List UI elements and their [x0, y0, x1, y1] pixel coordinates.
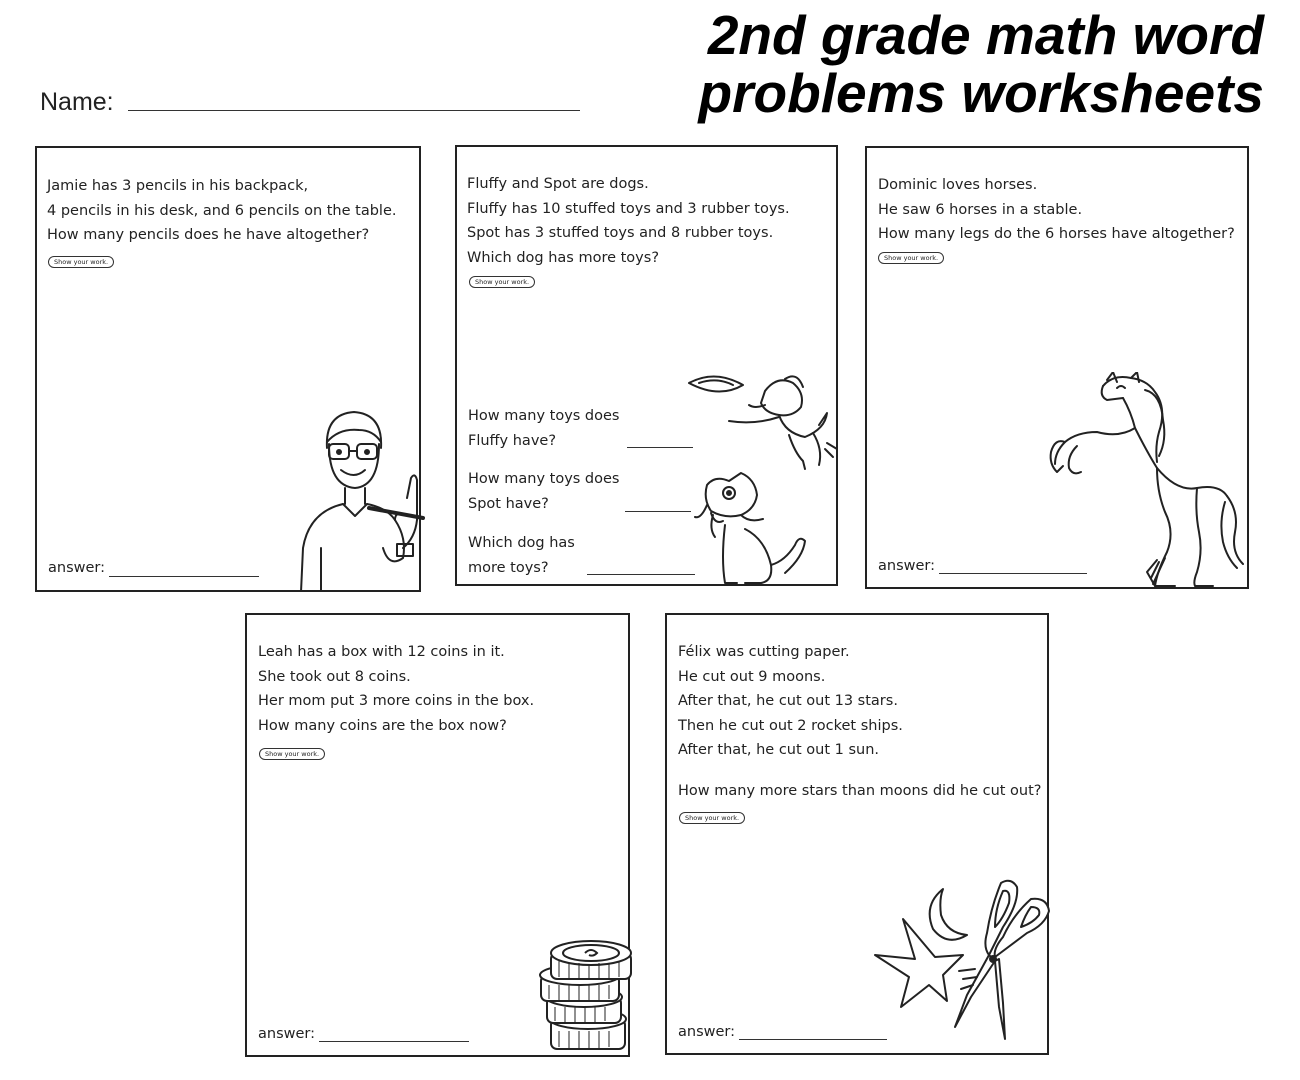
answer-line[interactable] [625, 511, 691, 512]
answer-line[interactable] [939, 573, 1087, 574]
problem-line: Fluffy and Spot are dogs. [467, 176, 649, 192]
problem-line: Spot has 3 stuffed toys and 8 rubber toys. [467, 225, 774, 241]
answer-label: answer: [258, 1026, 316, 1042]
sub-question-line: more toys? [468, 559, 549, 576]
problem-line: Then he cut out 2 rocket ships. [678, 717, 903, 734]
problem-line: How many legs do the 6 horses have altogether? [878, 226, 1235, 242]
problem-line: She took out 8 coins. [258, 668, 411, 685]
problem-card-paper-cutting [665, 613, 1049, 1055]
answer-line[interactable] [319, 1041, 469, 1042]
problem-card-pencils [35, 146, 421, 592]
title-line-1: 2nd grade math word [707, 4, 1264, 66]
coins-icon [537, 931, 641, 1061]
problem-line: After that, he cut out 1 sun. [678, 742, 880, 758]
sub-question-more-toys [468, 531, 575, 580]
answer-line[interactable] [739, 1039, 887, 1040]
sub-question-line: Fluffy have? [468, 432, 557, 449]
page-title [644, 6, 1264, 122]
title-line-2: problems worksheets [698, 62, 1264, 124]
problem-card-coins [245, 613, 630, 1057]
problem-text [878, 173, 1239, 247]
show-work-badge: Show your work. [878, 252, 944, 264]
sub-question-line: How many toys does [468, 408, 620, 424]
problem-question: How many more stars than moons did he cut out? [678, 783, 1042, 799]
sub-question-spot [468, 467, 620, 516]
show-work-badge: Show your work. [259, 748, 325, 760]
answer-line[interactable] [627, 447, 693, 448]
problem-line: Fluffy has 10 stuffed toys and 3 rubber toys. [467, 200, 790, 217]
problem-text [47, 174, 411, 248]
problem-line: After that, he cut out 13 stars. [678, 693, 898, 709]
problem-text [467, 172, 828, 270]
scissors-icon [863, 877, 1063, 1057]
name-input-line[interactable] [128, 110, 580, 111]
problem-line: Leah has a box with 12 coins in it. [258, 644, 505, 660]
answer-line[interactable] [109, 576, 259, 577]
answer-label: answer: [48, 560, 106, 576]
problem-line: Which dog has more toys? [467, 249, 660, 266]
problem-line: He cut out 9 moons. [678, 668, 826, 685]
show-work-badge: Show your work. [48, 256, 114, 268]
problem-line: How many pencils does he have altogether? [47, 227, 370, 243]
problem-line: He saw 6 horses in a stable. [878, 201, 1083, 218]
show-work-badge: Show your work. [679, 812, 745, 824]
sub-question-line: Which dog has [468, 535, 575, 551]
sub-question-line: How many toys does [468, 471, 620, 487]
problem-line: Félix was cutting paper. [678, 644, 850, 660]
sub-question-line: Spot have? [468, 495, 549, 512]
answer-label: answer: [678, 1024, 736, 1040]
dogs-icon [685, 369, 840, 587]
show-work-badge: Show your work. [469, 276, 535, 288]
problem-line: Jamie has 3 pencils in his backpack, [47, 178, 309, 194]
problem-card-horses [865, 146, 1249, 589]
problem-text [678, 640, 1039, 763]
problem-line: 4 pencils in his desk, and 6 pencils on the table. [47, 202, 397, 219]
name-label: Name: [40, 88, 114, 116]
answer-label: answer: [878, 558, 936, 574]
problem-text [258, 640, 620, 738]
sub-question-fluffy [468, 404, 620, 453]
teacher-icon [299, 408, 427, 592]
answer-line[interactable] [587, 574, 695, 575]
problem-line: Her mom put 3 more coins in the box. [258, 693, 535, 709]
horse-icon [1047, 372, 1247, 590]
problem-line: Dominic loves horses. [878, 177, 1038, 193]
problem-line: How many coins are the box now? [258, 717, 507, 734]
problem-card-dogs [455, 145, 838, 586]
